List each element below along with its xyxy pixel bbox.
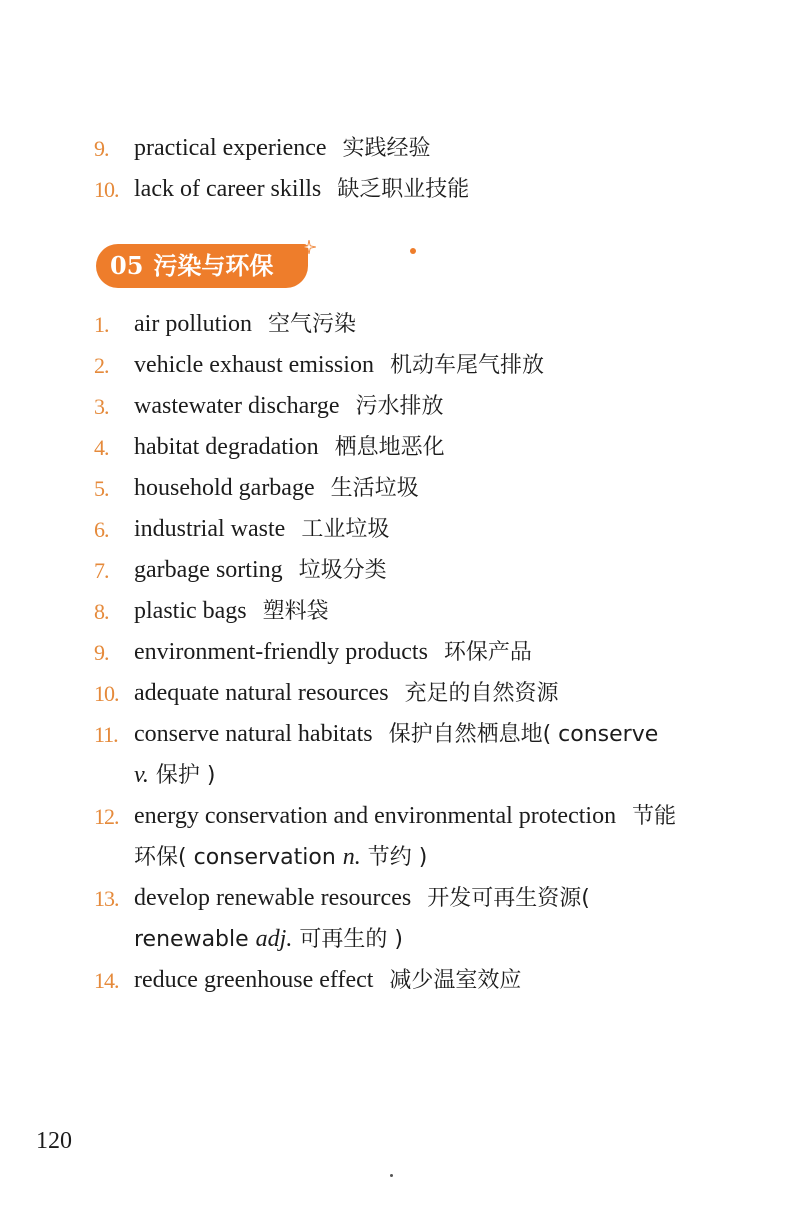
note-text: ( conserve	[542, 722, 659, 747]
english-term: garbage sorting	[134, 557, 283, 583]
item-number: 12.	[94, 804, 119, 829]
page-number: 120	[36, 1128, 72, 1154]
english-term: lack of career skills	[134, 176, 322, 202]
usage-note	[178, 845, 427, 870]
list-item	[0, 128, 800, 169]
item-number: 10.	[94, 177, 119, 202]
part-of-speech: v.	[134, 762, 149, 788]
chinese-translation: 充足的自然资源	[404, 681, 559, 706]
english-term: plastic bags	[134, 598, 247, 624]
list-item	[0, 673, 800, 714]
english-term: habitat degradation	[134, 434, 319, 460]
item-number: 6.	[94, 517, 109, 542]
item-number: 7.	[94, 558, 109, 583]
section-header	[96, 244, 318, 288]
chinese-translation: 缺乏职业技能	[337, 177, 470, 202]
english-term: industrial waste	[134, 516, 286, 542]
list-item	[0, 714, 800, 796]
part-of-speech: n.	[342, 844, 361, 870]
chinese-translation: 栖息地恶化	[334, 435, 445, 460]
list-item	[0, 427, 800, 468]
chinese-translation: 节能环保	[134, 804, 677, 870]
item-number: 11.	[94, 722, 118, 747]
note-text: 可再生的 )	[292, 927, 403, 952]
english-term: conserve natural habitats	[134, 721, 373, 747]
item-number: 3.	[94, 394, 109, 419]
chinese-translation: 保护自然栖息地	[388, 722, 543, 747]
chinese-translation: 空气污染	[267, 312, 356, 337]
decorative-dot	[410, 248, 416, 254]
english-term: household garbage	[134, 475, 315, 501]
item-number: 5.	[94, 476, 109, 501]
note-text: ( renewable	[134, 886, 590, 952]
note-text: ( conservation	[178, 845, 343, 870]
chinese-translation: 生活垃圾	[330, 476, 419, 501]
item-number: 10.	[94, 681, 119, 706]
item-number: 9.	[94, 640, 109, 665]
list-item	[0, 345, 800, 386]
chinese-translation: 实践经验	[342, 136, 431, 161]
english-term: reduce greenhouse effect	[134, 967, 374, 993]
decorative-dot	[390, 1174, 393, 1177]
list-item	[0, 632, 800, 673]
item-number: 8.	[94, 599, 109, 624]
list-item	[0, 550, 800, 591]
chinese-translation: 垃圾分类	[298, 558, 387, 583]
list-item	[0, 169, 800, 210]
english-term: wastewater discharge	[134, 393, 340, 419]
list-item	[0, 304, 800, 345]
list-item	[0, 386, 800, 427]
chinese-translation: 开发可再生资源	[427, 886, 582, 911]
chinese-translation: 污水排放	[355, 394, 444, 419]
list-item	[0, 468, 800, 509]
list-item	[0, 509, 800, 550]
sparkle-icon	[302, 240, 316, 254]
english-term: develop renewable resources	[134, 885, 412, 911]
english-term: practical experience	[134, 135, 327, 161]
section-number: 05	[110, 251, 144, 280]
list-item	[0, 878, 800, 960]
chinese-translation: 塑料袋	[262, 599, 329, 624]
item-number: 1.	[94, 312, 109, 337]
english-term: energy conservation and environmental protection	[134, 803, 617, 829]
chinese-translation: 减少温室效应	[389, 968, 522, 993]
section-title: 污染与环保	[153, 251, 274, 280]
list-item	[0, 591, 800, 632]
english-term: vehicle exhaust emission	[134, 352, 374, 378]
chinese-translation: 工业垃圾	[301, 517, 390, 542]
vocab-list-pollution	[0, 304, 800, 1001]
english-term: air pollution	[134, 311, 252, 337]
section-title-pill	[96, 244, 308, 288]
english-term: adequate natural resources	[134, 680, 389, 706]
item-number: 13.	[94, 886, 119, 911]
item-number: 14.	[94, 968, 119, 993]
list-item	[0, 796, 800, 878]
note-text: 保护 )	[148, 763, 216, 788]
vocab-list-previous	[0, 128, 800, 210]
chinese-translation: 机动车尾气排放	[389, 353, 544, 378]
english-term: environment-friendly products	[134, 639, 428, 665]
part-of-speech: adj.	[255, 926, 293, 952]
list-item	[0, 960, 800, 1001]
item-number: 2.	[94, 353, 109, 378]
item-number: 9.	[94, 136, 109, 161]
chinese-translation: 环保产品	[443, 640, 532, 665]
note-text: 节约 )	[360, 845, 428, 870]
item-number: 4.	[94, 435, 109, 460]
